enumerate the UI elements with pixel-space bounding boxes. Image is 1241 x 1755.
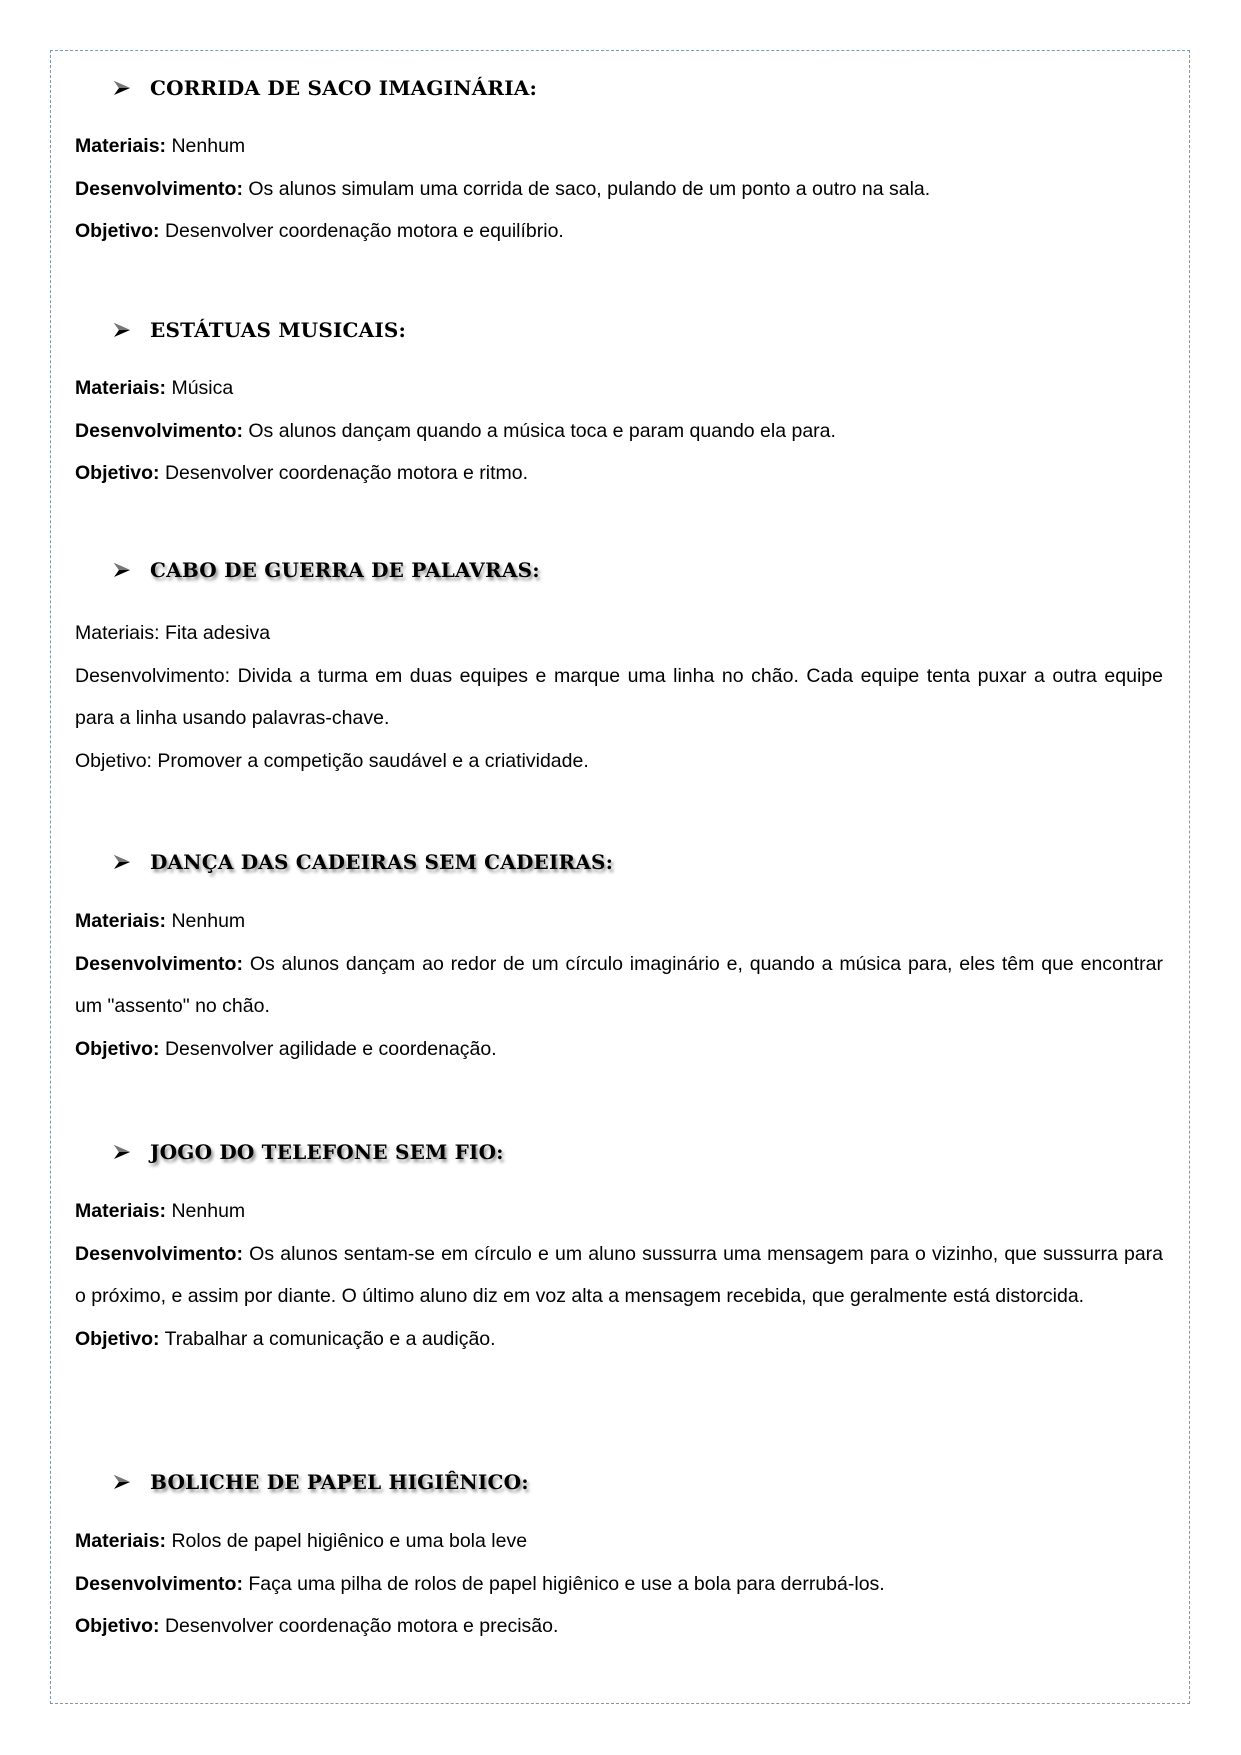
development-value: Os alunos dançam quando a música toca e param quando ela para. — [248, 419, 836, 442]
development-value: Faça uma pilha de rolos de papel higiênico e use a bola para derrubá-los. — [248, 1572, 885, 1595]
arrow-bullet-icon — [114, 855, 130, 869]
development-label: Desenvolvimento: — [75, 177, 243, 200]
objective-label: Objetivo: — [75, 462, 160, 484]
activity-title: JOGO DO TELEFONE SEM FIO: — [150, 1140, 504, 1164]
objective-value: Desenvolver agilidade e coordenação. — [164, 1037, 497, 1060]
materials-label: Materiais: — [75, 622, 160, 644]
arrow-bullet-icon — [114, 563, 130, 577]
activity-section — [75, 550, 1163, 782]
objective-line — [75, 1028, 1163, 1071]
materials-line — [75, 1520, 1163, 1563]
objective-value: Trabalhar a comunicação e a audição. — [164, 1327, 496, 1350]
arrow-bullet-icon — [114, 1145, 130, 1159]
activity-heading — [75, 68, 1163, 108]
activity-heading — [75, 1132, 1163, 1172]
objective-value: Promover a competição saudável e a criatividade. — [157, 749, 589, 772]
materials-value: Nenhum — [171, 135, 246, 157]
activity-section — [75, 1132, 1163, 1360]
materials-label: Materiais: — [75, 135, 167, 157]
development-value: Os alunos dançam ao redor de um círculo imaginário e, quando a música para, eles têm que encontrar um "assento" no chão. — [75, 952, 1163, 1017]
activity-title: CORRIDA DE SACO IMAGINÁRIA: — [150, 76, 538, 100]
development-value: Os alunos simulam uma corrida de saco, pulando de um ponto a outro na sala. — [248, 177, 931, 200]
materials-label: Materiais: — [75, 377, 167, 399]
objective-line — [75, 452, 1163, 495]
activity-heading — [75, 1462, 1163, 1502]
arrow-bullet-icon — [114, 1475, 130, 1489]
objective-line — [75, 740, 1163, 783]
activity-section — [75, 842, 1163, 1070]
activity-title: DANÇA DAS CADEIRAS SEM CADEIRAS: — [150, 850, 614, 874]
activity-heading — [75, 310, 1163, 350]
objective-line — [75, 1318, 1163, 1361]
objective-label: Objetivo: — [75, 1327, 160, 1350]
development-line — [75, 1233, 1163, 1318]
development-label: Desenvolvimento: — [75, 1242, 243, 1265]
objective-label: Objetivo: — [75, 1037, 160, 1060]
activity-heading — [75, 842, 1163, 882]
activity-section — [75, 1462, 1163, 1648]
materials-value: Rolos de papel higiênico e uma bola leve — [171, 1530, 528, 1552]
materials-line — [75, 1190, 1163, 1233]
activity-title: BOLICHE DE PAPEL HIGIÊNICO: — [150, 1470, 529, 1494]
development-label: Desenvolvimento: — [75, 419, 243, 442]
activity-section — [75, 310, 1163, 495]
development-line — [75, 1563, 1163, 1606]
materials-label: Materiais: — [75, 1200, 167, 1222]
materials-value: Nenhum — [171, 910, 246, 932]
development-line — [75, 655, 1163, 740]
materials-line — [75, 612, 1163, 655]
objective-line — [75, 1605, 1163, 1648]
materials-line — [75, 125, 1163, 168]
activity-heading — [75, 550, 1163, 590]
development-value: Divida a turma em duas equipes e marque uma linha no chão. Cada equipe tenta puxar a outra equipe para a linha usando palavras-chave. — [75, 664, 1163, 729]
objective-value: Desenvolver coordenação motora e precisão. — [164, 1615, 559, 1637]
development-label: Desenvolvimento: — [75, 1572, 243, 1595]
development-label: Desenvolvimento: — [75, 664, 230, 687]
arrow-bullet-icon — [114, 323, 130, 337]
activity-section — [75, 68, 1163, 253]
materials-value: Música — [171, 377, 234, 399]
development-line — [75, 410, 1163, 453]
arrow-bullet-icon — [114, 81, 130, 95]
objective-line — [75, 210, 1163, 253]
development-line — [75, 168, 1163, 211]
materials-line — [75, 367, 1163, 410]
objective-label: Objetivo: — [75, 220, 160, 242]
objective-label: Objetivo: — [75, 1615, 160, 1637]
objective-value: Desenvolver coordenação motora e equilíbrio. — [164, 220, 564, 242]
objective-label: Objetivo: — [75, 749, 152, 772]
development-line — [75, 943, 1163, 1028]
development-value: Os alunos sentam-se em círculo e um aluno sussurra uma mensagem para o vizinho, que sussurra para o próximo, e assim por diante. O último aluno diz em voz alta a mensagem recebida, que geralmente está distorcida. — [75, 1242, 1164, 1307]
materials-value: Fita adesiva — [164, 622, 271, 644]
materials-label: Materiais: — [75, 1530, 167, 1552]
materials-value: Nenhum — [171, 1200, 246, 1222]
materials-line — [75, 900, 1163, 943]
activity-title: ESTÁTUAS MUSICAIS: — [150, 318, 407, 342]
objective-value: Desenvolver coordenação motora e ritmo. — [164, 462, 529, 484]
development-label: Desenvolvimento: — [75, 952, 243, 975]
materials-label: Materiais: — [75, 910, 167, 932]
activity-title: CABO DE GUERRA DE PALAVRAS: — [150, 558, 540, 582]
